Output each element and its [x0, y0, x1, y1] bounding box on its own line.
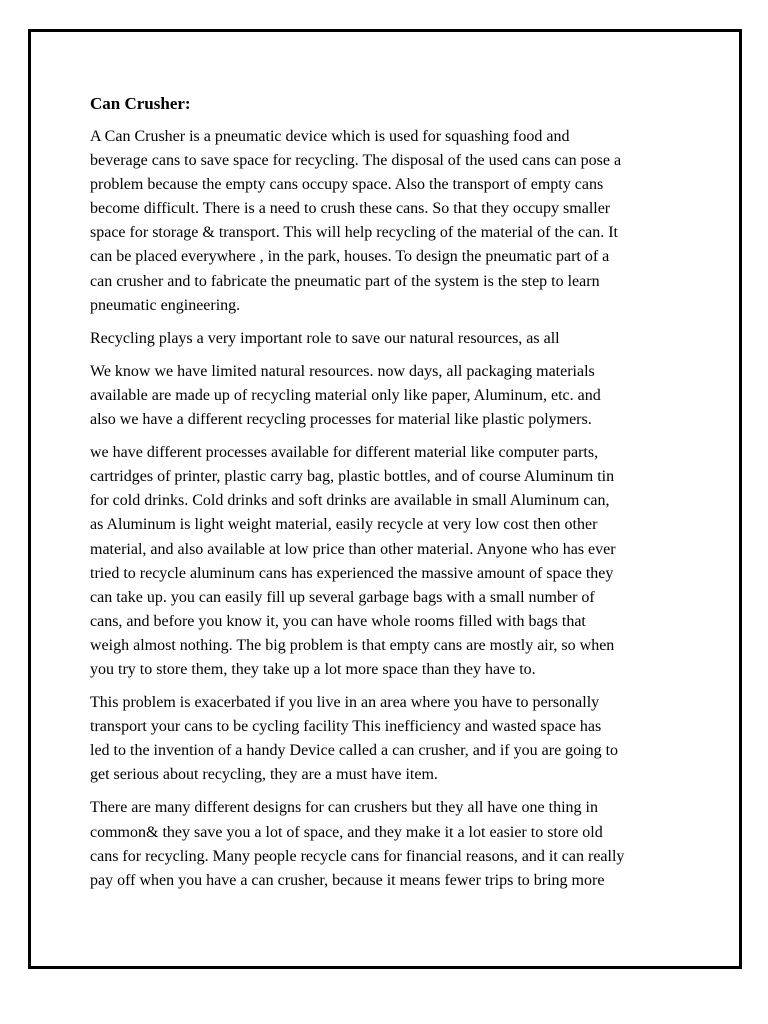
paragraph-list: [90, 125, 690, 893]
text-line: cans, and before you know it, you can have whole rooms filled with bags that: [90, 612, 586, 630]
text-line: common& they save you a lot of space, and they make it a lot easier to store old: [90, 823, 603, 841]
paragraph: [90, 441, 690, 682]
text-line: as Aluminum is light weight material, easily recycle at very low cost then other: [90, 516, 598, 534]
text-line: We know we have limited natural resources. now days, all packaging materials: [90, 362, 595, 380]
text-line: you try to store them, they take up a lot more space than they have to.: [90, 660, 536, 678]
text-line: led to the invention of a handy Device called a can crusher, and if you are going to: [90, 742, 619, 760]
text-line: Recycling plays a very important role to save our natural resources, as all: [90, 329, 560, 347]
text-line: transport your cans to be cycling facility This inefficiency and wasted space has: [90, 718, 602, 736]
text-line: pay off when you have a can crusher, because it means fewer trips to bring more: [90, 871, 605, 889]
text-line: This problem is exacerbated if you live in an area where you have to personally: [90, 694, 600, 712]
text-line: weigh almost nothing. The big problem is that empty cans are mostly air, so when: [90, 636, 615, 654]
paragraph: [90, 327, 690, 351]
text-line: space for storage & transport. This will help recycling of the material of the can. It: [90, 224, 618, 242]
text-line: cans for recycling. Many people recycle cans for financial reasons, and it can really: [90, 847, 625, 865]
document-title: Can Crusher:: [90, 94, 191, 113]
document-body: [90, 92, 690, 902]
paragraph: [90, 360, 690, 432]
paragraph: [90, 691, 690, 787]
text-line: can crusher and to fabricate the pneumatic part of the system is the step to learn: [90, 272, 600, 290]
text-line: get serious about recycling, they are a must have item.: [90, 766, 438, 784]
text-line: for cold drinks. Cold drinks and soft drinks are available in small Aluminum can,: [90, 492, 610, 510]
text-line: also we have a different recycling processes for material like plastic polymers.: [90, 411, 592, 429]
text-line: cartridges of printer, plastic carry bag, plastic bottles, and of course Aluminum tin: [90, 468, 615, 486]
paragraph: [90, 796, 690, 892]
text-line: tried to recycle aluminum cans has experienced the massive amount of space they: [90, 564, 614, 582]
text-line: A Can Crusher is a pneumatic device which is used for squashing food and: [90, 128, 570, 145]
text-line: There are many different designs for can crushers but they all have one thing in: [90, 799, 598, 817]
text-line: beverage cans to save space for recycling. The disposal of the used cans can pose a: [90, 152, 622, 170]
text-line: become difficult. There is a need to crush these cans. So that they occupy smaller: [90, 200, 611, 218]
text-line: material, and also available at low price than other material. Anyone who has ever: [90, 540, 616, 558]
text-line: can take up. you can easily fill up several garbage bags with a small number of: [90, 588, 595, 606]
text-line: problem because the empty cans occupy space. Also the transport of empty cans: [90, 176, 604, 194]
paragraph: [90, 125, 690, 318]
text-line: available are made up of recycling material only like paper, Aluminum, etc. and: [90, 386, 601, 404]
text-line: we have different processes available for different material like computer parts,: [90, 444, 599, 462]
text-line: can be placed everywhere , in the park, houses. To design the pneumatic part of a: [90, 248, 610, 266]
text-line: pneumatic engineering.: [90, 296, 241, 314]
